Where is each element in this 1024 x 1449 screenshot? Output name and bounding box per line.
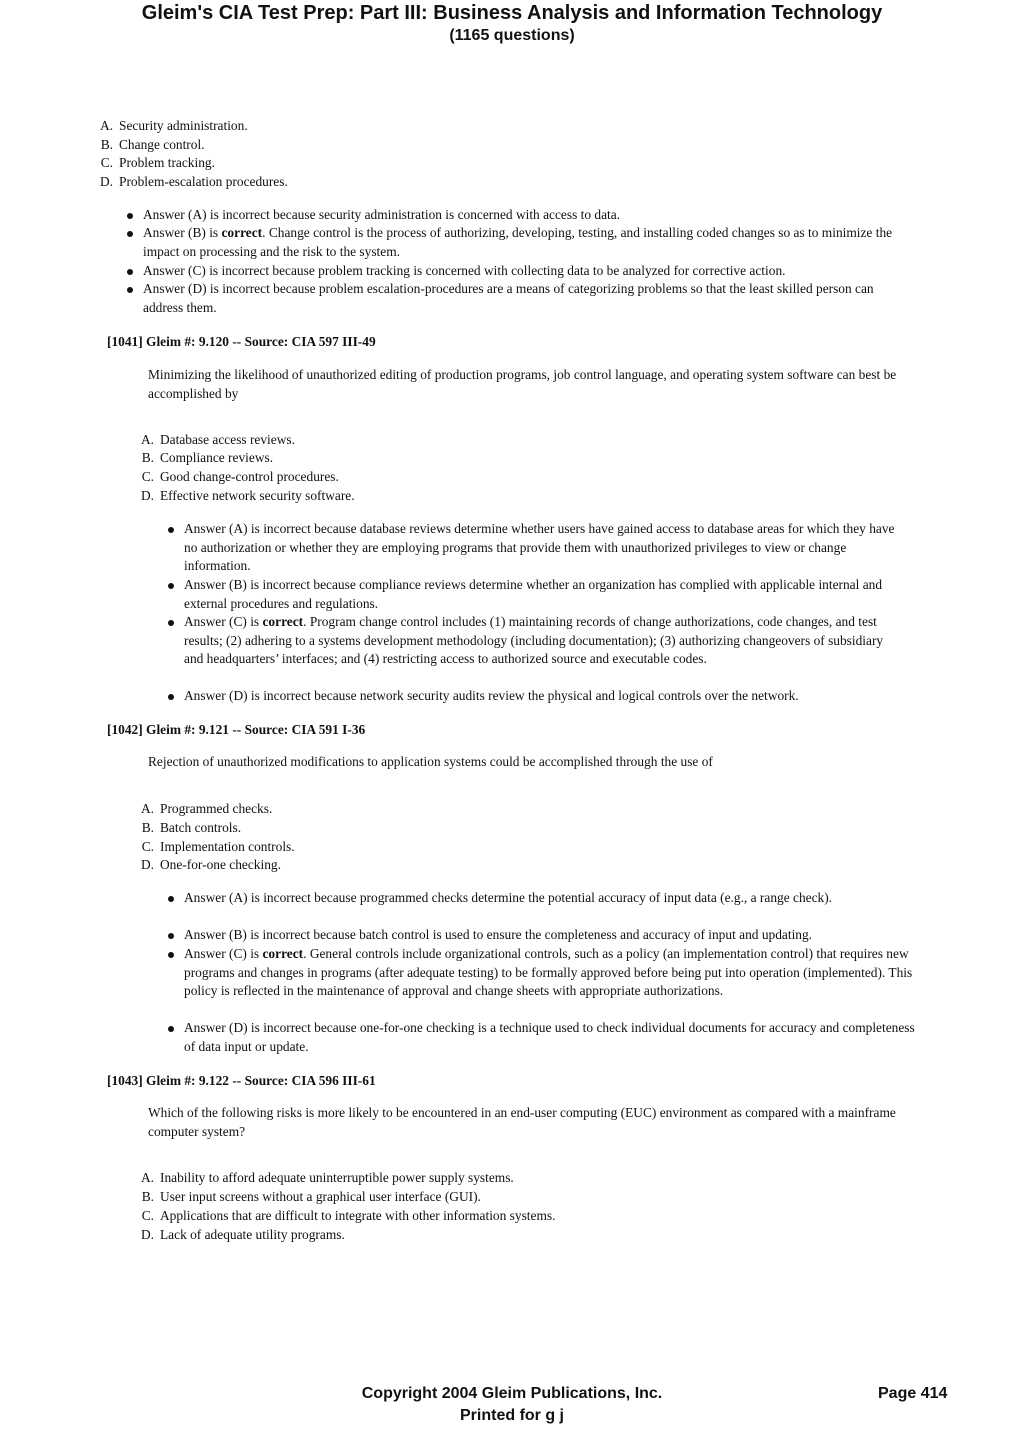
bullet-icon <box>168 1026 174 1032</box>
question-stem: Rejection of unauthorized modifications to application systems could be accomplished through the use of <box>148 754 713 769</box>
option-c: C. Problem tracking. <box>100 155 215 170</box>
answer-explanation: Answer (D) is incorrect because problem escalation-procedures are a means of categorizing problems so that the least skilled person can address them. <box>143 280 883 317</box>
question-stem: Which of the following risks is more likely to be encountered in an end-user computing (EUC) environment as compared with a mainframe computer system? <box>148 1105 896 1139</box>
question-stem: Minimizing the likelihood of unauthorized editing of production programs, job control language, and operating system software can best be accomplished by <box>148 367 897 401</box>
question-heading: [1041] Gleim #: 9.120 -- Source: CIA 597 III-49 <box>107 334 376 349</box>
option-b: B. User input screens without a graphical user interface (GUI). <box>141 1189 481 1204</box>
option-a: A. Programmed checks. <box>140 801 273 816</box>
option-c: C. Good change-control procedures. <box>141 469 339 484</box>
bullet-icon <box>168 620 174 626</box>
bullet-icon <box>168 896 174 902</box>
printed-for: Printed for g j <box>460 1407 564 1424</box>
question-count: (1165 questions) <box>449 27 575 44</box>
bullet-icon <box>127 269 133 275</box>
question-heading: [1043] Gleim #: 9.122 -- Source: CIA 596 III-61 <box>107 1073 376 1088</box>
option-b: B. Change control. <box>100 137 205 152</box>
bullet-icon <box>168 694 174 700</box>
option-c: C. Implementation controls. <box>141 839 295 854</box>
option-a: A. Inability to afford adequate uninterruptible power supply systems. <box>140 1170 514 1185</box>
option-a: A. Database access reviews. <box>140 432 295 447</box>
document-title: Gleim's CIA Test Prep: Part III: Business Analysis and Information Technology <box>141 2 883 24</box>
answer-explanation: Answer (B) is correct. Change control is the process of authorizing, developing, testing, and installing coded changes so as to minimize the impact on processing and the risk to the system. <box>143 224 923 261</box>
page-number: Page 414 <box>878 1385 948 1402</box>
bullet-icon <box>168 583 174 589</box>
option-b: B. Batch controls. <box>141 820 242 835</box>
answer-explanation: Answer (B) is incorrect because compliance reviews determine whether an organization has complied with applicable internal and external procedures and regulations. <box>184 576 914 613</box>
option-d: D. Problem-escalation procedures. <box>99 174 288 189</box>
answer-explanation: Answer (C) is incorrect because problem tracking is concerned with collecting data to be analyzed for corrective action. <box>143 262 923 281</box>
bullet-icon <box>127 213 133 219</box>
answer-explanation: Answer (C) is correct. General controls include organizational controls, such as a policy (an implementation control) that requires new programs and changes in programs (after adequate testing) to be formally approved before being put into operation (implemented). This policy is reflected in the maintenance of approval and change sheets with appropriate authorizations. <box>184 945 916 1001</box>
option-a: A. Security administration. <box>99 118 248 133</box>
copyright-notice: Copyright 2004 Gleim Publications, Inc. <box>361 1385 663 1402</box>
bullet-icon <box>168 527 174 533</box>
answer-explanation: Answer (D) is incorrect because one-for-one checking is a technique used to check individual documents for accuracy and completeness of data input or update. <box>184 1019 924 1056</box>
answer-explanation: Answer (B) is incorrect because batch control is used to ensure the completeness and accuracy of input and updating. <box>184 926 924 945</box>
option-c: C. Applications that are difficult to integrate with other information systems. <box>141 1208 556 1223</box>
answer-explanation: Answer (A) is incorrect because programmed checks determine the potential accuracy of input data (e.g., a range check). <box>184 889 894 908</box>
bullet-icon <box>168 933 174 939</box>
answer-explanation: Answer (A) is incorrect because security administration is concerned with access to data. <box>143 206 923 225</box>
bullet-icon <box>127 287 133 293</box>
option-d: D. Effective network security software. <box>140 488 355 503</box>
bullet-icon <box>168 952 174 958</box>
option-d: D. Lack of adequate utility programs. <box>140 1227 345 1242</box>
option-b: B. Compliance reviews. <box>141 450 274 465</box>
option-d: D. One-for-one checking. <box>140 857 281 872</box>
answer-explanation: Answer (C) is correct. Program change control includes (1) maintaining records of change authorizations, code changes, and test results; (2) adhering to a systems development methodology (including documentation); (3) authorizing changeovers of subsidiary and headquarters’ interfaces; and (4) restricting access to authorized source and executable codes. <box>184 613 884 669</box>
answer-explanation: Answer (D) is incorrect because network security audits review the physical and logical controls over the network. <box>184 687 914 706</box>
bullet-icon <box>127 231 133 237</box>
question-heading: [1042] Gleim #: 9.121 -- Source: CIA 591 I-36 <box>107 722 366 737</box>
answer-explanation: Answer (A) is incorrect because database reviews determine whether users have gained access to database areas for which they have no authorization or whether they are employing programs that provide them with unauthorized privileges to view or change information. <box>184 520 904 576</box>
